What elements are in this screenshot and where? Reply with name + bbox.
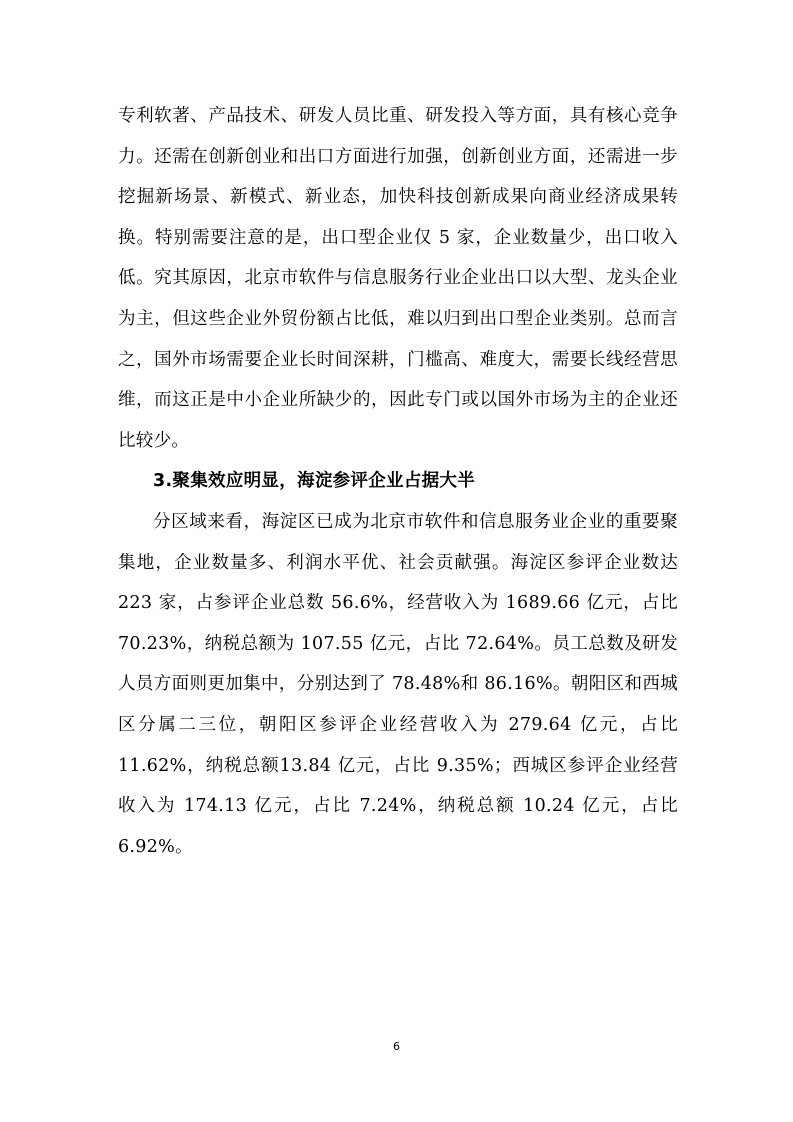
section-paragraph: 分区域来看，海淀区已成为北京市软件和信息服务业企业的重要聚集地，企业数量多、利润水平优、社会贡献强。海淀区参评企业数达 223 家，占参评企业总数 56.6%，经营收入为 1689.66 亿元，占比 70.23%，纳税总额为 107.55 亿元，占比 72.64%。员工总数及研发人员方面则更加集中，分别达到了 78.48%和 86.16%。朝阳区和西城区分属二三位，朝阳区参评企业经营收入为 279.64 亿元，占比 11.62%，纳税总额13.84 亿元，占比 9.35%；西城区参评企业经营收入为 174.13 亿元，占比 7.24%，纳税总额 10.24 亿元，占比 6.92%。	[118, 511, 678, 857]
body-paragraph-continued: 专利软著、产品技术、研发人员比重、研发投入等方面，具有核心竞争力。还需在创新创业和出口方面进行加强，创新创业方面，还需进一步挖掘新场景、新模式、新业态，加快科技创新成果向商业经济成果转换。特别需要注意的是，出口型企业仅 5 家，企业数量少，出口收入低。究其原因，北京市软件与信息服务行业企业出口以大型、龙头企业为主，但这些企业外贸份额占比低，难以归到出口型企业类别。总而言之，国外市场需要企业长时间深耕，门槛高、难度大，需要长线经营思维，而这正是中小企业所缺少的，因此专门或以国外市场为主的企业还比较少。	[118, 106, 678, 451]
document-body	[118, 96, 678, 867]
section-heading: 3.聚集效应明显，海淀参评企业占据大半	[153, 471, 476, 492]
page-number: 6	[393, 1040, 400, 1053]
